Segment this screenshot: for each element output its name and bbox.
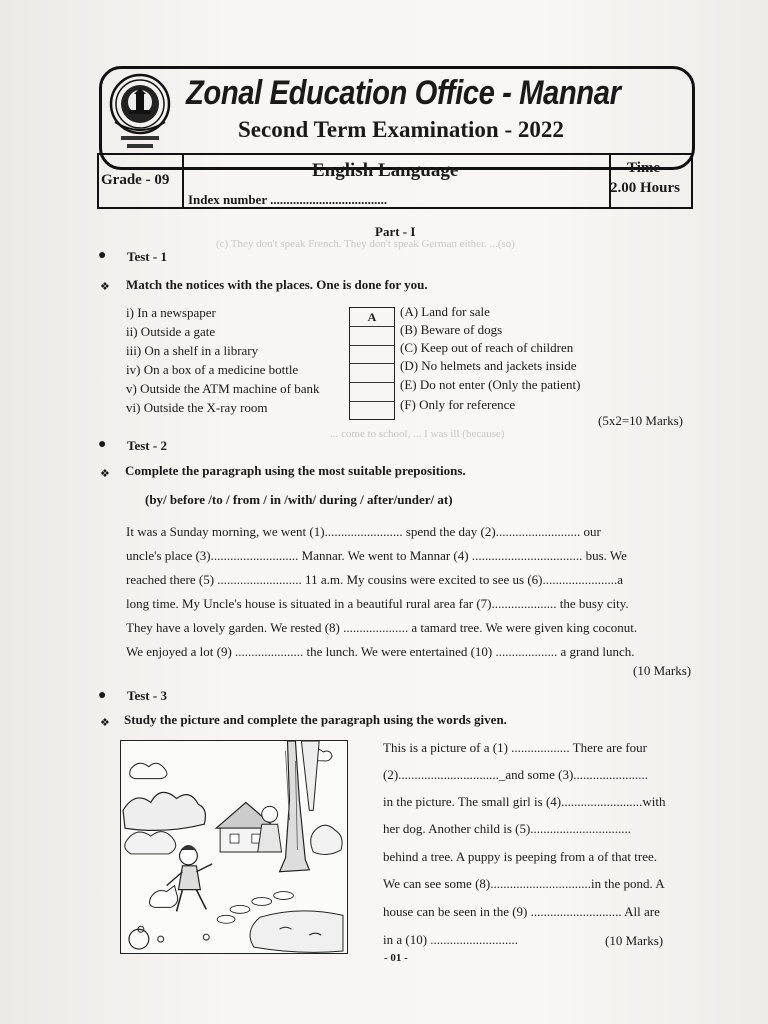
zonal-office-emblem-icon xyxy=(107,72,173,156)
index-number-field: Index number .................................... xyxy=(188,192,388,207)
bullet-icon: ● xyxy=(98,437,107,452)
paragraph-line: uncle's place (3)........................... Mannar. We went to Mannar (4) .................................. bus. We xyxy=(126,548,627,563)
paragraph-line: They have a lovely garden. We rested (8) .................... a tamard tree. We were given king coconut. xyxy=(126,620,638,635)
test3-marks: (10 Marks) xyxy=(605,933,664,948)
notice-item: (E) Do not enter (Only the patient) xyxy=(400,377,581,392)
park-scene-picture xyxy=(120,740,348,954)
diamond-bullet-icon: ❖ xyxy=(100,717,110,729)
exam-title: Second Term Examination - 2022 xyxy=(238,117,564,142)
notice-item: (A) Land for sale xyxy=(400,304,490,319)
time-label: Time - xyxy=(627,160,669,176)
diamond-bullet-icon: ❖ xyxy=(100,468,110,480)
page-number: - 01 - xyxy=(384,952,408,964)
notice-item: (C) Keep out of reach of children xyxy=(400,340,574,355)
notice-item: (B) Beware of dogs xyxy=(400,322,503,337)
test1-marks: (5x2=10 Marks) xyxy=(598,413,683,428)
paragraph-line: in the picture. The small girl is (4).........................with xyxy=(383,794,666,809)
divider xyxy=(182,155,184,207)
part-heading: Part - I xyxy=(375,224,416,239)
answer-cell[interactable] xyxy=(350,327,394,346)
test1-instruction: Match the notices with the places. One is done for you. xyxy=(126,277,428,292)
paragraph-line: behind a tree. A puppy is peeping from a of that tree. xyxy=(383,849,658,864)
office-title: Zonal Education Office - Mannar xyxy=(186,74,621,112)
paragraph-line: house can be seen in the (9) ............................ All are xyxy=(383,904,660,919)
preposition-word-list: (by/ before /to / from / in /with/ during / after/under/ at) xyxy=(145,492,453,507)
notice-item: (F) Only for reference xyxy=(400,397,516,412)
answer-cell[interactable] xyxy=(350,346,394,365)
grade-label: Grade - 09 xyxy=(101,172,170,188)
bleed-through-text: (c) They don't speak French. They don't speak German either. ...(so) xyxy=(216,238,515,250)
place-item: iv) On a box of a medicine bottle xyxy=(126,362,299,377)
test2-marks: (10 Marks) xyxy=(633,663,692,678)
test3-instruction: Study the picture and complete the paragraph using the words given. xyxy=(124,712,507,727)
bleed-through-text: ... come to school, ... I was ill (because) xyxy=(330,428,505,440)
answer-grid xyxy=(349,307,395,420)
paragraph-line: (2)..............................._and some (3)....................... xyxy=(383,767,649,782)
answer-cell[interactable]: A xyxy=(350,308,394,327)
test2-title: Test - 2 xyxy=(127,438,167,453)
paragraph-line: We enjoyed a lot (9) ..................... the lunch. We were entertained (10) ................... a grand lunch. xyxy=(126,644,635,659)
diamond-bullet-icon: ❖ xyxy=(100,281,110,293)
time-value: 2.00 Hours xyxy=(610,180,681,196)
paragraph-line: in a (10) ........................... xyxy=(383,932,519,947)
paragraph-line: It was a Sunday morning, we went (1)........................ spend the day (2).......................... our xyxy=(126,524,601,539)
subject-label: English Language xyxy=(312,160,459,181)
notice-item: (D) No helmets and jackets inside xyxy=(400,358,577,373)
paragraph-line: This is a picture of a (1) .................. There are four xyxy=(383,740,648,755)
place-item: v) Outside the ATM machine of bank xyxy=(126,381,320,396)
answer-cell[interactable] xyxy=(350,383,394,402)
paragraph-line: reached there (5) .......................... 11 a.m. My cousins were excited to see us (6).......................a xyxy=(126,572,623,587)
paragraph-line: her dog. Another child is (5)............................... xyxy=(383,821,632,836)
place-item: ii) Outside a gate xyxy=(126,324,216,339)
paragraph-line: We can see some (8)...............................in the pond. A xyxy=(383,876,665,891)
test3-title: Test - 3 xyxy=(127,688,167,703)
answer-cell[interactable] xyxy=(350,364,394,383)
paragraph-line: long time. My Uncle's house is situated in a beautiful rural area far (7).................... the busy city. xyxy=(126,596,629,611)
answer-cell[interactable] xyxy=(350,402,394,421)
place-item: i) In a newspaper xyxy=(126,305,216,320)
bullet-icon: ● xyxy=(98,248,107,263)
place-item: iii) On a shelf in a library xyxy=(126,343,259,358)
test2-instruction: Complete the paragraph using the most suitable prepositions. xyxy=(125,463,466,478)
bullet-icon: ● xyxy=(98,688,107,703)
place-item: vi) Outside the X-ray room xyxy=(126,400,268,415)
test1-title: Test - 1 xyxy=(127,249,167,264)
